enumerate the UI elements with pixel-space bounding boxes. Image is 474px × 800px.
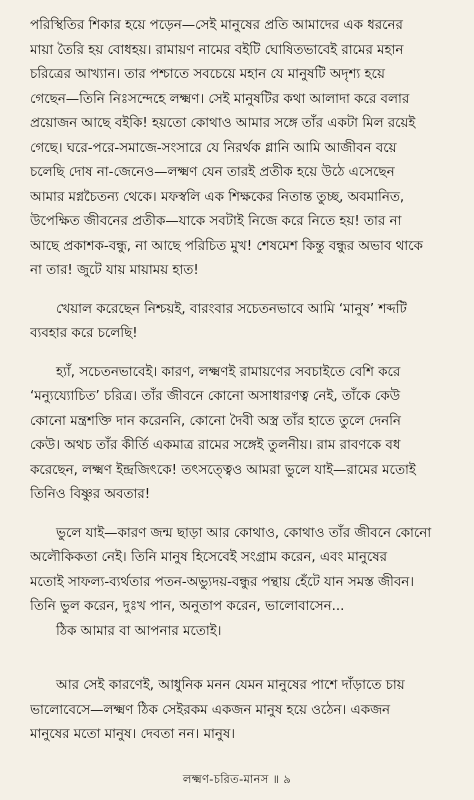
text-line: গেছে। ঘরে-পরে-সমাজে-সংসারে যে নিরর্থক গ্লানি আমি আজীবন বয়ে [30,140,397,156]
text-line: করেছেন, লক্ষ্মণ ইন্দ্রজিৎকে! তৎসত্ত্বেও আমরা ভুলে যাই—রামের মতোই [30,462,416,478]
text-line: কেউ। অথচ তাঁর কীর্তি একমাত্র রামের সঙ্গেই তুলনীয়। রাম রাবণকে বধ [30,438,401,453]
text-line: অলৌকিকতা নেই। তিনি মানুষ হিসেবেই সংগ্রাম করেন, এবং মানুষের [30,550,387,565]
text-line: ‘মন্যুয্যোচিত’ চরিত্র। তাঁর জীবনে কোনো অসাধারণত্ব নেই, তাঁকে কেউ [30,389,401,404]
text-line: খেয়াল করেছেন নিশ্চয়ই, বারংবার সচেতনভাবে আমি ‘মানুষ’ শব্দটি [56,301,407,317]
paragraph [30,674,450,748]
paragraph-gap [30,508,450,522]
page-footer: লক্ষ্মণ-চরিত-মানস ॥ ৯ [182,772,292,786]
text-line: ব্যবহার করে চলেছি! [30,326,138,341]
text-line: চরিত্রের আখ্যান। তার পশ্চাতে সবচেয়ে মহান যে মানুষটি অদৃশ্য হয়ে [30,67,385,82]
paragraph [30,361,450,508]
text-line: ভুলে যাই—কারণ জন্ম ছাড়া আর কোথাও, কোথাও তাঁর জীবনে কোনো [56,525,432,541]
text-line: তিনিও বিষ্ণুর অবতার! [30,487,151,502]
paragraph-gap [30,284,450,298]
paragraph-gap [30,347,450,361]
paragraph [30,620,450,645]
text-line: প্রয়োজন আছে বইকি! হয়তো কোথাও আমার সঙ্গে তাঁর একটা মিল রয়েই [30,116,416,131]
text-line: ভালোবেসে—লক্ষ্মণ ঠিক সেইরকম একজন মানুষ হয়ে ওঠেন। একজন [30,702,391,718]
text-line: হ্যাঁ, সচেতনভাবেই। কারণ, লক্ষ্মণই রামায়ণের সবচাইতে বেশি করে [56,364,401,380]
text-line: তিনি ভুল করেন, দুঃখ পান, অনুতাপ করেন, ভালোবাসেন... [30,599,345,614]
text-line: ঠিক আমার বা আপনার মতোই। [56,623,222,639]
text-line: চলেছি দোষ না-জেনেও—লক্ষ্মণ যেন তারই প্রতীক হয়ে উঠে এসেছেন [30,165,395,180]
text-line: মতোই সাফল্য-ব্যর্থতার পতন-অভ্যুদয়-বন্ধুর পন্থায় হেঁটে যান সমস্ত জীবন। [30,574,415,590]
text-line: উপেক্ষিত জীবনের প্রতীক—যাকে সবটাই নিজে করে নিতে হয়! তার না [30,214,402,229]
text-line: পরিস্থিতির শিকার হয়ে পড়েন—সেই মানুষের প্রতি আমাদের এক ধরনের [30,18,403,33]
text-line: মানুষের মতো মানুষ। দেবতা নন। মানুষ। [30,727,236,742]
text-line: আর সেই কারণেই, আধুনিক মনন যেমন মানুষের পাশে দাঁড়াতে চায় [56,678,405,693]
paragraph [30,298,450,347]
text-line: গেছেন—তিনি নিঃসন্দেহে লক্ষ্মণ। সেই মানুষটির কথা আলাদা করে বলার [30,91,410,107]
text-line: মায়া তৈরি হয় বোধহয়। রামায়ণ নামের বইটি ঘোষিতভাবেই রামের মহান [30,42,404,58]
paragraph-gap [30,644,450,674]
paragraph [30,14,450,284]
text-line: আমার মগ্নচৈতন্য থেকে। মফস্বলি এক শিক্ষকের নিতান্ত তুচ্ছ, অবমানিত, [30,189,405,205]
text-line: কোনো মন্ত্রশক্তি দান করেননি, কোনো দৈবী অস্ত্র তাঁর হাতে তুলে দেননি [30,413,401,429]
text-line: আছে প্রকাশক-বন্ধু, না আছে পরিচিত মুখ! শেষমেশ কিন্তু বন্ধুর অভাব থাকে [30,238,423,254]
paragraph [30,522,450,620]
text-line: না তার! জুটে যায় মায়াময় হাত! [30,263,199,278]
